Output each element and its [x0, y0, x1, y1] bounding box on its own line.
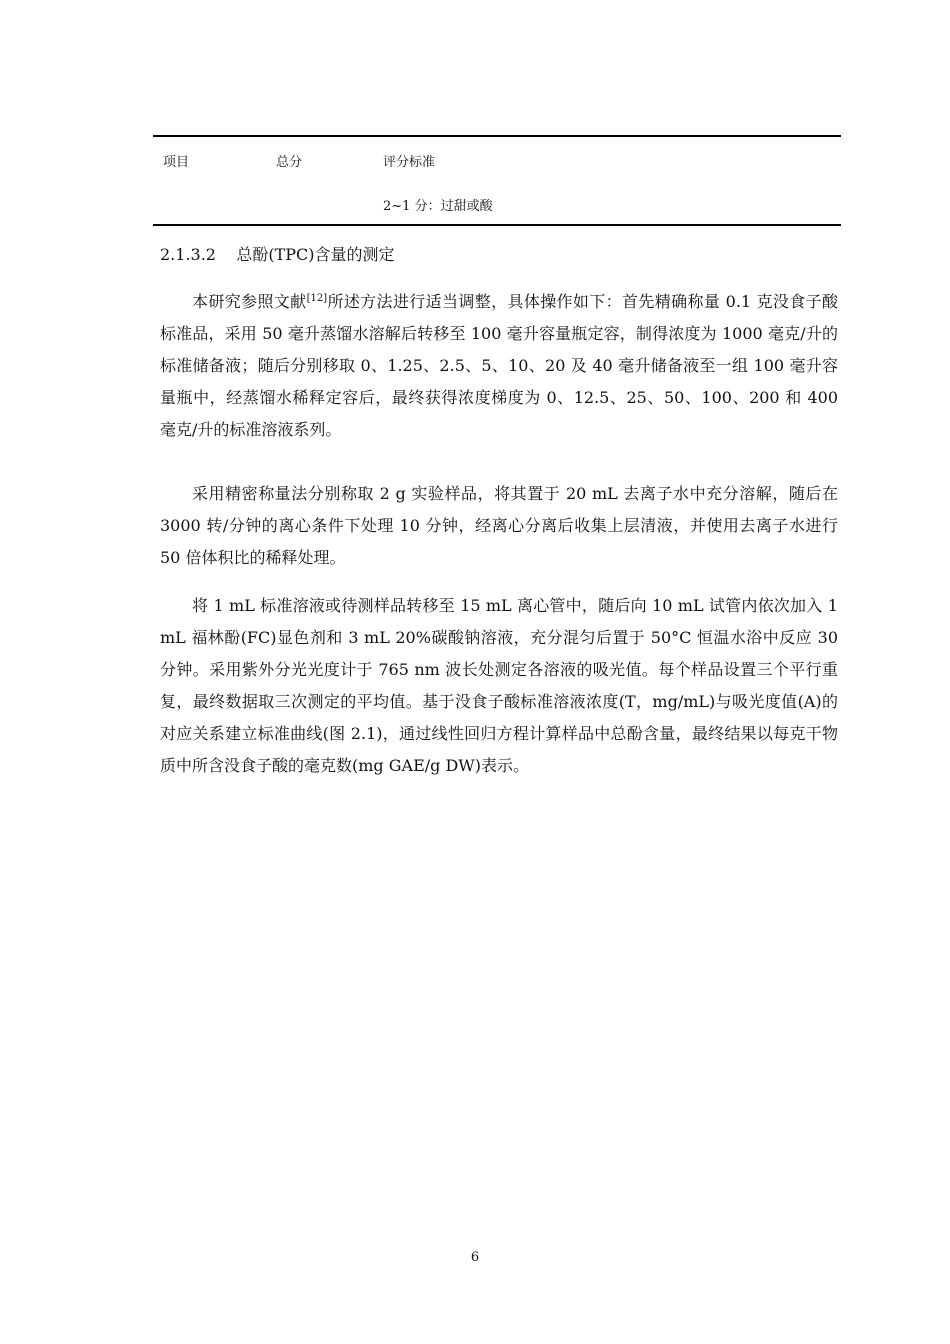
- table-bottom-rule: [153, 224, 841, 226]
- paragraph-1: [160, 286, 838, 446]
- table-header-criteria: 评分标准: [383, 155, 436, 170]
- citation-ref: [12]: [306, 293, 328, 304]
- paragraph-1-text-b: 所述方法进行适当调整，具体操作如下：首先精确称量 0.1 克没食子酸标准品，采用 50 毫升蒸馏水溶解后转移至 100 毫升容量瓶定容，制得浓度为 1000 毫克/升的标准储备液；随后分别移取 0、1.25、2.5、5、10、20 及 40 毫升储备液至一组 100 毫升容量瓶中，经蒸馏水稀释定容后，最终获得浓度梯度为 0、12.5、25、50、100、200 和 400 毫克/升的标准溶液系列。: [160, 292, 838, 439]
- paragraph-1-text-a: 本研究参照文献: [192, 292, 307, 311]
- section-number: 2.1.3.2: [160, 245, 216, 264]
- section-heading: [160, 242, 395, 265]
- section-title: 总酚(TPC)含量的测定: [236, 245, 395, 264]
- paragraph-3: 将 1 mL 标准溶液或待测样品转移至 15 mL 离心管中，随后向 10 mL 试管内依次加入 1 mL 福林酚(FC)显色剂和 3 mL 20%碳酸钠溶液，充分混匀后置于 50°C 恒温水浴中反应 30 分钟。采用紫外分光光度计于 765 nm 波长处测定各溶液的吸光值。每个样品设置三个平行重复，最终数据取三次测定的平均值。基于没食子酸标准溶液浓度(T，mg/mL)与吸光度值(A)的对应关系建立标准曲线(图 2.1)，通过线性回归方程计算样品中总酚含量，最终结果以每克干物质中所含没食子酸的毫克数(mg GAE/g DW)表示。: [160, 596, 838, 775]
- page-number: 6: [470, 1250, 480, 1265]
- paragraph-2: 采用精密称量法分别称取 2 g 实验样品，将其置于 20 mL 去离子水中充分溶解，随后在 3000 转/分钟的离心条件下处理 10 分钟，经离心分离后收集上层清液，并使用去离子水进行 50 倍体积比的稀释处理。: [160, 484, 838, 567]
- table-top-rule: [153, 135, 841, 137]
- table-cell-criteria: 2~1 分：过甜或酸: [383, 199, 493, 214]
- table-header-item: 项目: [163, 155, 190, 170]
- table-header-total: 总分: [276, 155, 303, 170]
